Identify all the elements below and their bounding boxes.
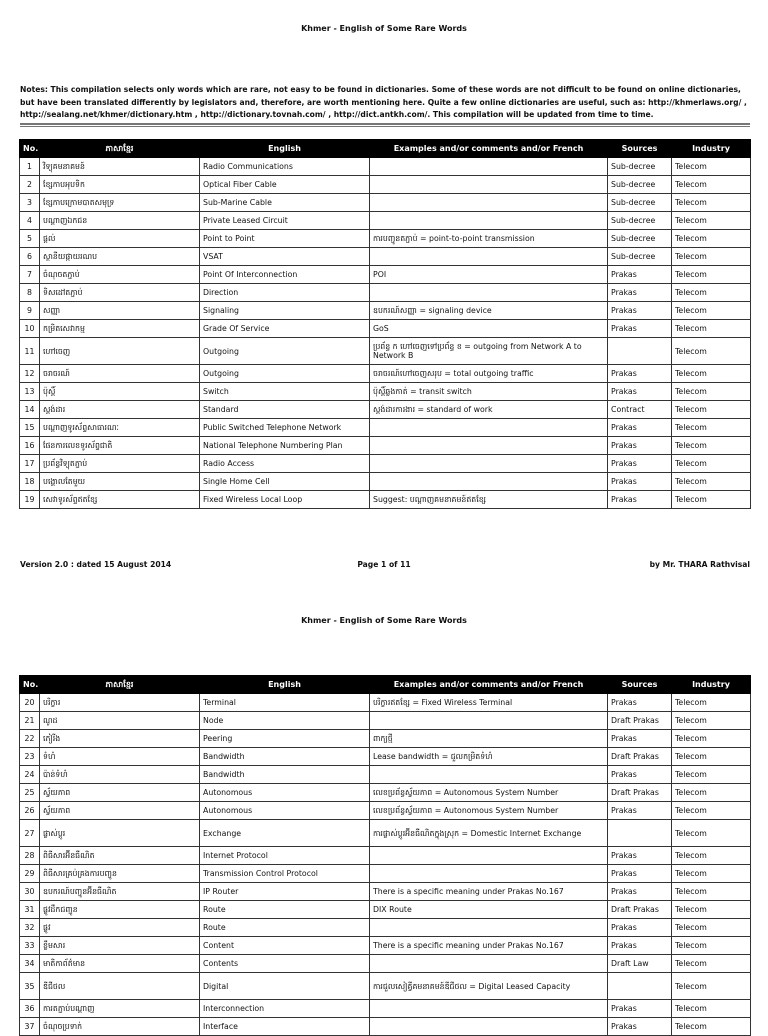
cell-sources: Prakas (608, 284, 672, 302)
cell-no: 33 (20, 937, 40, 955)
cell-khmer: ចំណុចតភ្ជាប់ (40, 266, 200, 284)
cell-english: Autonomous (200, 784, 370, 802)
cell-sources: Prakas (608, 302, 672, 320)
cell-sources: Prakas (608, 883, 672, 901)
table-row (20, 694, 751, 712)
cell-sources: Sub-decree (608, 194, 672, 212)
cell-examples: ចរាចរណ៍ហៅចេញសរុប = total outgoing traffic (370, 365, 608, 383)
cell-khmer: ឧបករណ៍បញ្ជូនអ៊ីនធឺណិត (40, 883, 200, 901)
cell-no: 22 (20, 730, 40, 748)
cell-examples: ស្តង់ដារការងារ = standard of work (370, 401, 608, 419)
table-row (20, 820, 751, 847)
cell-no: 7 (20, 266, 40, 284)
cell-examples: បរិក្ខារឥតខ្សែ = Fixed Wireless Terminal (370, 694, 608, 712)
cell-sources: Prakas (608, 383, 672, 401)
cell-no: 36 (20, 1000, 40, 1018)
header-industry: Industry (672, 676, 751, 694)
cell-english: Content (200, 937, 370, 955)
table-row (20, 266, 751, 284)
cell-examples (370, 955, 608, 973)
cell-khmer: ខ្សែកាបក្រោមបាតសមុទ្រ (40, 194, 200, 212)
cell-sources: Prakas (608, 437, 672, 455)
table-row (20, 419, 751, 437)
table-row (20, 401, 751, 419)
cell-no: 8 (20, 284, 40, 302)
cell-no: 10 (20, 320, 40, 338)
cell-examples: ការបញ្ជូនតភ្ជាប់ = point-to-point transmission (370, 230, 608, 248)
table-row (20, 473, 751, 491)
cell-industry: Telecom (672, 338, 751, 365)
cell-khmer: ផែនការលេខទូរស័ព្ទជាតិ (40, 437, 200, 455)
cell-english: Radio Access (200, 455, 370, 473)
table-row (20, 1000, 751, 1018)
cell-sources: Prakas (608, 320, 672, 338)
glossary-table-2 (19, 675, 751, 1036)
cell-sources: Prakas (608, 491, 672, 509)
cell-no: 29 (20, 865, 40, 883)
cell-no: 16 (20, 437, 40, 455)
cell-sources: Sub-decree (608, 230, 672, 248)
cell-industry: Telecom (672, 419, 751, 437)
cell-khmer: ទិសដៅតភ្ជាប់ (40, 284, 200, 302)
cell-no: 1 (20, 158, 40, 176)
header-industry: Industry (672, 140, 751, 158)
cell-english: Node (200, 712, 370, 730)
cell-english: Point to Point (200, 230, 370, 248)
cell-industry: Telecom (672, 212, 751, 230)
table-row (20, 455, 751, 473)
cell-no: 17 (20, 455, 40, 473)
cell-examples (370, 158, 608, 176)
cell-no: 5 (20, 230, 40, 248)
cell-khmer: បណ្តាញឯកជន (40, 212, 200, 230)
cell-khmer: បង្គោលតែមួយ (40, 473, 200, 491)
cell-english: Fixed Wireless Local Loop (200, 491, 370, 509)
cell-english: Standard (200, 401, 370, 419)
cell-khmer: ពិធីសារគ្រប់គ្រងការបញ្ជូន (40, 865, 200, 883)
table-row (20, 883, 751, 901)
cell-khmer: ស្តង់ដារ (40, 401, 200, 419)
table-row (20, 955, 751, 973)
cell-examples (370, 1018, 608, 1036)
cell-english: Digital (200, 973, 370, 1000)
cell-sources: Sub-decree (608, 212, 672, 230)
cell-english: National Telephone Numbering Plan (200, 437, 370, 455)
cell-english: VSAT (200, 248, 370, 266)
cell-khmer: ផ្លាស់ប្តូរ (40, 820, 200, 847)
cell-english: Direction (200, 284, 370, 302)
footer-author: by Mr. THARA Rathvisal (649, 560, 750, 569)
cell-no: 35 (20, 973, 40, 1000)
cell-no: 24 (20, 766, 40, 784)
cell-industry: Telecom (672, 1000, 751, 1018)
cell-examples: លេខប្រព័ន្ធស្វ័យភាព = Autonomous System Number (370, 784, 608, 802)
table-row (20, 302, 751, 320)
cell-english: Autonomous (200, 802, 370, 820)
cell-no: 2 (20, 176, 40, 194)
cell-khmer: ចរាចរណ៍ (40, 365, 200, 383)
table-row (20, 320, 751, 338)
cell-khmer: សញ្ញា (40, 302, 200, 320)
cell-sources: Prakas (608, 455, 672, 473)
page-title-2: Khmer - English of Some Rare Words (301, 616, 467, 625)
cell-sources: Contract (608, 401, 672, 419)
cell-industry: Telecom (672, 401, 751, 419)
cell-khmer: ហៅចេញ (40, 338, 200, 365)
table-row (20, 365, 751, 383)
cell-examples (370, 248, 608, 266)
cell-no: 6 (20, 248, 40, 266)
cell-examples: DIX Route (370, 901, 608, 919)
cell-english: Private Leased Circuit (200, 212, 370, 230)
cell-no: 21 (20, 712, 40, 730)
cell-examples (370, 865, 608, 883)
cell-examples (370, 176, 608, 194)
cell-examples (370, 1000, 608, 1018)
table-header-row (20, 140, 751, 158)
cell-khmer: ប៉ុស្តិ៍ (40, 383, 200, 401)
cell-examples (370, 455, 608, 473)
table-row (20, 712, 751, 730)
cell-industry: Telecom (672, 320, 751, 338)
cell-english: Terminal (200, 694, 370, 712)
cell-examples (370, 194, 608, 212)
cell-examples (370, 766, 608, 784)
cell-sources: Draft Prakas (608, 748, 672, 766)
cell-industry: Telecom (672, 865, 751, 883)
cell-examples (370, 473, 608, 491)
cell-no: 13 (20, 383, 40, 401)
cell-no: 26 (20, 802, 40, 820)
table-row (20, 437, 751, 455)
cell-english: Optical Fiber Cable (200, 176, 370, 194)
table-row (20, 847, 751, 865)
cell-sources: Draft Prakas (608, 784, 672, 802)
cell-no: 14 (20, 401, 40, 419)
cell-english: Outgoing (200, 338, 370, 365)
cell-english: Transmission Control Protocol (200, 865, 370, 883)
table-row (20, 248, 751, 266)
cell-sources: Prakas (608, 694, 672, 712)
cell-english: Sub-Marine Cable (200, 194, 370, 212)
cell-industry: Telecom (672, 802, 751, 820)
cell-khmer: បរិក្ខារ (40, 694, 200, 712)
cell-english: Interface (200, 1018, 370, 1036)
table-row (20, 491, 751, 509)
table-row (20, 212, 751, 230)
cell-khmer: ភៀរីង (40, 730, 200, 748)
cell-industry: Telecom (672, 919, 751, 937)
cell-khmer: វិទ្យុគមនាគមន៍ (40, 158, 200, 176)
cell-industry: Telecom (672, 284, 751, 302)
cell-no: 12 (20, 365, 40, 383)
cell-no: 23 (20, 748, 40, 766)
cell-examples (370, 712, 608, 730)
cell-no: 4 (20, 212, 40, 230)
cell-english: Outgoing (200, 365, 370, 383)
table-header-row (20, 676, 751, 694)
cell-khmer: ស្វ័យភាព (40, 784, 200, 802)
cell-sources: Prakas (608, 937, 672, 955)
header-no: No. (20, 676, 40, 694)
header-examples: Examples and/or comments and/or French (370, 676, 608, 694)
cell-english: Point Of Interconnection (200, 266, 370, 284)
cell-no: 34 (20, 955, 40, 973)
cell-industry: Telecom (672, 748, 751, 766)
cell-examples: GoS (370, 320, 608, 338)
cell-industry: Telecom (672, 955, 751, 973)
cell-khmer: ណូដ (40, 712, 200, 730)
cell-sources: Prakas (608, 730, 672, 748)
cell-khmer: ការតភ្ជាប់បណ្តាញ (40, 1000, 200, 1018)
cell-no: 25 (20, 784, 40, 802)
cell-industry: Telecom (672, 766, 751, 784)
glossary-table (19, 139, 751, 509)
header-no: No. (20, 140, 40, 158)
cell-examples: ការផ្លាស់ប្តូរអ៊ីនធឺណិតក្នុងស្រុក = Domestic Internet Exchange (370, 820, 608, 847)
cell-english: Grade Of Service (200, 320, 370, 338)
cell-khmer: ខ្លឹមសារ (40, 937, 200, 955)
cell-english: Bandwidth (200, 766, 370, 784)
cell-sources: Prakas (608, 266, 672, 284)
cell-examples (370, 284, 608, 302)
cell-english: Route (200, 901, 370, 919)
cell-sources: Draft Law (608, 955, 672, 973)
table-row (20, 784, 751, 802)
cell-sources (608, 820, 672, 847)
cell-industry: Telecom (672, 973, 751, 1000)
cell-sources: Prakas (608, 919, 672, 937)
header-khmer: ភាសាខ្មែរ (40, 140, 200, 158)
cell-examples: ឧបករណ៍សញ្ញា = signaling device (370, 302, 608, 320)
table-row (20, 937, 751, 955)
cell-sources: Prakas (608, 865, 672, 883)
cell-no: 15 (20, 419, 40, 437)
cell-no: 31 (20, 901, 40, 919)
cell-khmer: ឌីជីថល (40, 973, 200, 1000)
cell-examples: ប៉ុស្តិ៍ឆ្លងកាត់ = transit switch (370, 383, 608, 401)
cell-khmer: សេវាទូរស័ព្ទឥតខ្សែ (40, 491, 200, 509)
cell-industry: Telecom (672, 712, 751, 730)
cell-sources: Sub-decree (608, 176, 672, 194)
cell-english: Bandwidth (200, 748, 370, 766)
cell-sources: Sub-decree (608, 158, 672, 176)
table-row (20, 158, 751, 176)
page-title: Khmer - English of Some Rare Words (301, 24, 467, 33)
cell-english: Peering (200, 730, 370, 748)
footer-page-number: Page 1 of 11 (357, 560, 411, 569)
cell-industry: Telecom (672, 847, 751, 865)
table-row (20, 338, 751, 365)
cell-examples: Lease bandwidth = ជួលកម្រិតទំហំ (370, 748, 608, 766)
cell-khmer: បណ្តាញទូរស័ព្ទសាធារណៈ (40, 419, 200, 437)
cell-english: Radio Communications (200, 158, 370, 176)
cell-khmer: ពិធីសារអ៊ីនធឺណិត (40, 847, 200, 865)
cell-sources (608, 973, 672, 1000)
cell-no: 19 (20, 491, 40, 509)
cell-no: 11 (20, 338, 40, 365)
cell-no: 30 (20, 883, 40, 901)
cell-examples (370, 212, 608, 230)
table-row (20, 802, 751, 820)
cell-english: Signaling (200, 302, 370, 320)
cell-khmer: ប៉ាន់ទំហំ (40, 766, 200, 784)
cell-english: IP Router (200, 883, 370, 901)
cell-industry: Telecom (672, 901, 751, 919)
footer-version: Version 2.0 : dated 15 August 2014 (20, 560, 172, 569)
cell-industry: Telecom (672, 883, 751, 901)
cell-examples: ការជួលសៀគ្វីគមនាគមន៍ឌីជីថល = Digital Leased Capacity (370, 973, 608, 1000)
cell-examples: Suggest: បណ្តាញគមនាគមន៍ឥតខ្សែ (370, 491, 608, 509)
table-row (20, 730, 751, 748)
cell-no: 32 (20, 919, 40, 937)
cell-no: 3 (20, 194, 40, 212)
cell-no: 18 (20, 473, 40, 491)
cell-khmer: ស្ថានីយផ្កាយរណប (40, 248, 200, 266)
table-row (20, 230, 751, 248)
cell-khmer: ទំហំ (40, 748, 200, 766)
cell-sources: Prakas (608, 766, 672, 784)
cell-examples (370, 419, 608, 437)
table-row (20, 194, 751, 212)
header-english: English (200, 140, 370, 158)
cell-english: Exchange (200, 820, 370, 847)
cell-no: 9 (20, 302, 40, 320)
cell-industry: Telecom (672, 248, 751, 266)
cell-industry: Telecom (672, 491, 751, 509)
cell-examples (370, 919, 608, 937)
cell-industry: Telecom (672, 266, 751, 284)
cell-english: Interconnection (200, 1000, 370, 1018)
cell-examples: លេខប្រព័ន្ធស្វ័យភាព = Autonomous System Number (370, 802, 608, 820)
cell-sources: Sub-decree (608, 248, 672, 266)
header-sources: Sources (608, 140, 672, 158)
cell-industry: Telecom (672, 455, 751, 473)
cell-sources: Prakas (608, 1000, 672, 1018)
cell-industry: Telecom (672, 176, 751, 194)
cell-sources: Prakas (608, 1018, 672, 1036)
cell-khmer: ចំណុចប្រទាក់ (40, 1018, 200, 1036)
cell-sources: Prakas (608, 473, 672, 491)
table-row (20, 973, 751, 1000)
table-row (20, 1018, 751, 1036)
cell-examples: ប្រព័ន្ធ ក ហៅចេញទៅប្រព័ន្ធ ខ = outgoing from Network A to Network B (370, 338, 608, 365)
cell-sources: Prakas (608, 802, 672, 820)
cell-no: 28 (20, 847, 40, 865)
cell-industry: Telecom (672, 937, 751, 955)
table-row (20, 766, 751, 784)
cell-examples (370, 437, 608, 455)
header-english: English (200, 676, 370, 694)
cell-no: 27 (20, 820, 40, 847)
cell-industry: Telecom (672, 1018, 751, 1036)
cell-industry: Telecom (672, 365, 751, 383)
cell-khmer: កម្រិតសេវាកម្ម (40, 320, 200, 338)
cell-english: Route (200, 919, 370, 937)
cell-khmer: ផ្តល់ (40, 230, 200, 248)
cell-english: Single Home Cell (200, 473, 370, 491)
cell-sources (608, 338, 672, 365)
cell-english: Public Switched Telephone Network (200, 419, 370, 437)
cell-khmer: ផ្លូវដឹកជញ្ជូន (40, 901, 200, 919)
cell-industry: Telecom (672, 784, 751, 802)
cell-khmer: ផ្លូវ (40, 919, 200, 937)
cell-sources: Prakas (608, 419, 672, 437)
cell-sources: Draft Prakas (608, 901, 672, 919)
table-row (20, 383, 751, 401)
cell-industry: Telecom (672, 473, 751, 491)
table-row (20, 176, 751, 194)
cell-industry: Telecom (672, 383, 751, 401)
header-sources: Sources (608, 676, 672, 694)
cell-sources: Draft Prakas (608, 712, 672, 730)
cell-english: Internet Protocol (200, 847, 370, 865)
header-examples: Examples and/or comments and/or French (370, 140, 608, 158)
divider (20, 123, 750, 127)
cell-industry: Telecom (672, 302, 751, 320)
cell-sources: Prakas (608, 847, 672, 865)
cell-khmer: មាតិកាព័ត៌មាន (40, 955, 200, 973)
cell-industry: Telecom (672, 158, 751, 176)
cell-khmer: ប្រព័ន្ធវិទ្យុតភ្ជាប់ (40, 455, 200, 473)
cell-industry: Telecom (672, 437, 751, 455)
header-khmer: ភាសាខ្មែរ (40, 676, 200, 694)
cell-examples: There is a specific meaning under Prakas No.167 (370, 937, 608, 955)
cell-khmer: ខ្សែកាបអុបទិក (40, 176, 200, 194)
table-row (20, 919, 751, 937)
table-row (20, 865, 751, 883)
cell-english: Contents (200, 955, 370, 973)
cell-industry: Telecom (672, 820, 751, 847)
cell-examples: POI (370, 266, 608, 284)
cell-no: 37 (20, 1018, 40, 1036)
notes-paragraph: Notes: This compilation selects only words which are rare, not easy to be found in dictionaries. Some of these words are not difficult to be found on online dictionaries, but have been translated differently by legislators and, therefore, are worth mentioning here. Quite a few online dictionaries are useful, such as: http://khmerlaws.org/ , http://sealang.net/khmer/dictionary.htm , http://dictionary.tovnah.com/ , http://dict.antkh.com/. This compilation will be updated from time to time. (20, 85, 747, 119)
cell-examples: There is a specific meaning under Prakas No.167 (370, 883, 608, 901)
cell-khmer: ស្វ័យភាព (40, 802, 200, 820)
cell-sources: Prakas (608, 365, 672, 383)
table-row (20, 284, 751, 302)
cell-industry: Telecom (672, 230, 751, 248)
table-row (20, 901, 751, 919)
cell-examples (370, 847, 608, 865)
cell-no: 20 (20, 694, 40, 712)
table-row (20, 748, 751, 766)
cell-examples: ពាក្យថ្មី (370, 730, 608, 748)
cell-industry: Telecom (672, 694, 751, 712)
cell-english: Switch (200, 383, 370, 401)
cell-industry: Telecom (672, 194, 751, 212)
cell-industry: Telecom (672, 730, 751, 748)
